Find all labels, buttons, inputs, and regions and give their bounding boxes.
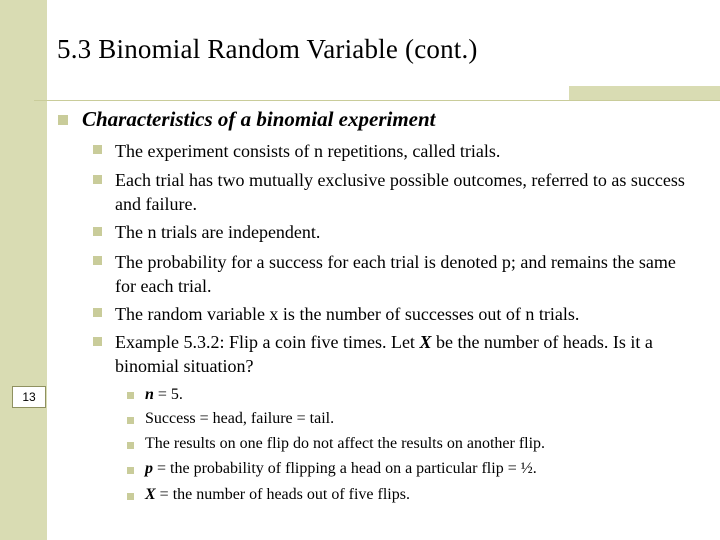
list-item-example (115, 330, 705, 378)
list-item: Each trial has two mutually exclusive possible outcomes, referred to as success and failure. (115, 170, 685, 214)
square-bullet-icon (127, 493, 134, 500)
sub-item-text: Success = head, failure = tail. (145, 410, 335, 427)
square-bullet-icon (127, 392, 134, 399)
sub-item-text: = the probability of flipping a head on a particular flip = ½. (153, 460, 537, 477)
sub-list-item (145, 434, 545, 454)
slide-title: 5.3 Binomial Random Variable (cont.) (57, 34, 478, 64)
square-bullet-icon (93, 308, 102, 317)
square-bullet-icon (127, 442, 134, 449)
square-bullet-icon (93, 256, 102, 265)
sub-list-item (145, 459, 537, 479)
example-text-pre: Example 5.3.2: Flip a coin five times. Let (115, 332, 420, 352)
list-item: The random variable x is the number of successes out of n trials. (115, 304, 580, 324)
list-item: The probability for a success for each trial is denoted p; and remains the same for each trial. (115, 252, 676, 296)
sub-list-item (145, 485, 410, 505)
square-bullet-icon (93, 337, 102, 346)
square-bullet-icon (58, 115, 68, 125)
square-bullet-icon (93, 145, 102, 154)
square-bullet-icon (127, 417, 134, 424)
slide-number: 13 (12, 386, 46, 408)
square-bullet-icon (93, 227, 102, 236)
list-item: The n trials are independent. (115, 222, 321, 242)
example-text-post: be the number of heads. Is it a binomial situation? (115, 332, 653, 376)
sub-list-item (145, 409, 334, 429)
title-divider (34, 100, 720, 101)
sub-item-variable: X (145, 486, 156, 503)
sub-item-text: = 5. (153, 386, 183, 403)
sub-item-variable: p (145, 460, 153, 477)
sub-item-variable: n (145, 386, 154, 403)
sub-item-text: The results on one flip do not affect the results on another flip. (145, 435, 546, 452)
list-item: The experiment consists of n repetitions, called trials. (115, 141, 501, 161)
square-bullet-icon (93, 175, 102, 184)
example-variable: X (419, 332, 432, 352)
sub-item-text: = the number of heads out of five flips. (155, 486, 410, 503)
section-heading: Characteristics of a binomial experiment (82, 107, 436, 131)
square-bullet-icon (127, 467, 134, 474)
sub-list-item (145, 385, 183, 405)
title-accent-bar (569, 86, 720, 100)
left-accent-band (0, 0, 47, 540)
